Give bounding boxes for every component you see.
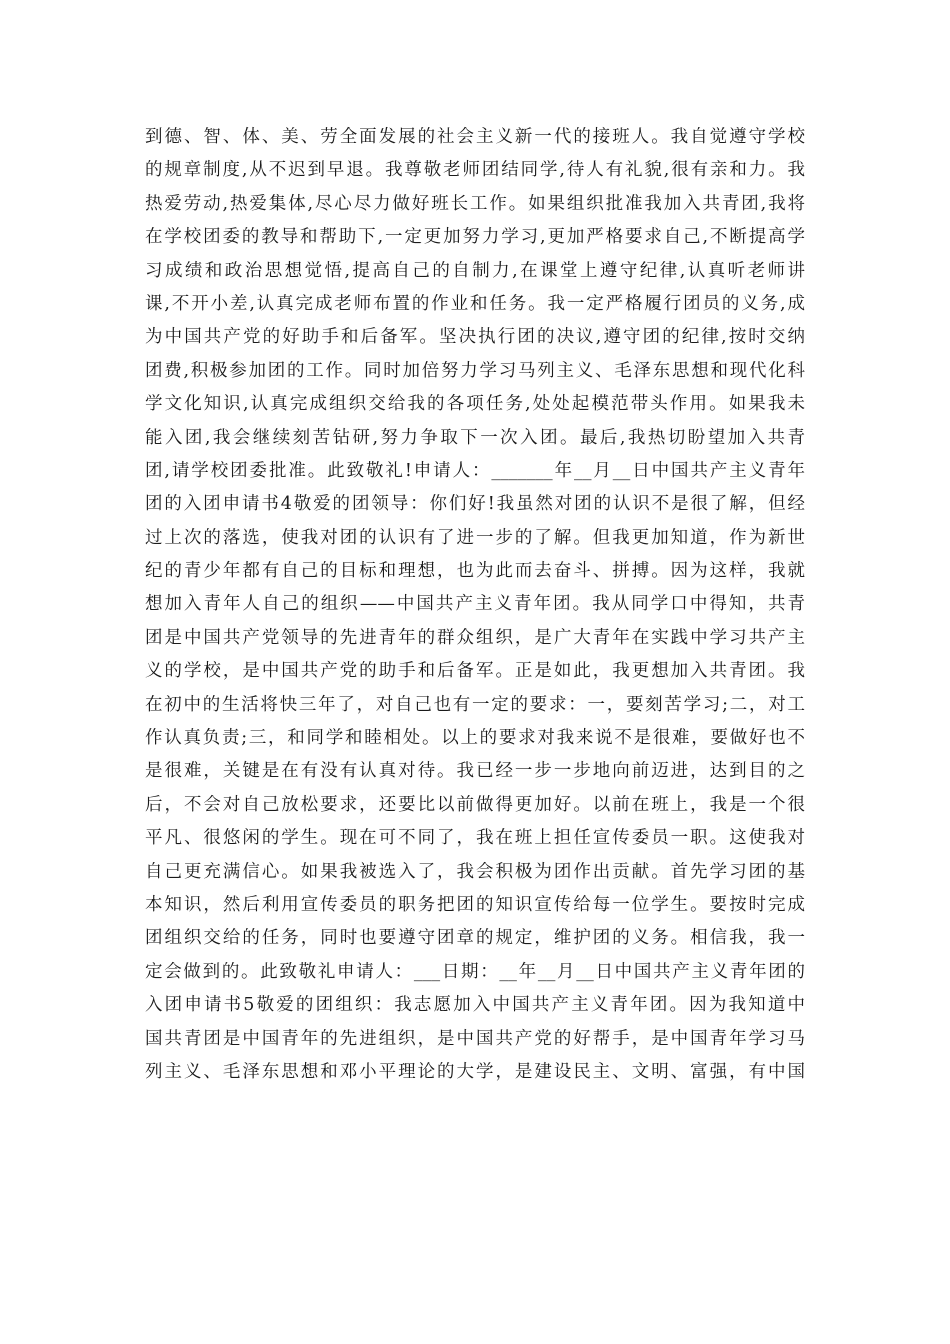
text-line: 习成绩和政治思想觉悟,提高自己的自制力,在课堂上遵守纪律,认真听老师讲 [145, 260, 805, 281]
document-body [145, 121, 805, 1089]
text-line: 的规章制度,从不迟到早退。我尊敬老师团结同学,待人有礼貌,很有亲和力。我 [145, 160, 805, 181]
text-line: 为中国共产党的好助手和后备军。坚决执行团的决议,遵守团的纪律,按时交纳 [145, 327, 805, 348]
text-line: 团是中国共产党领导的先进青年的群众组织，是广大青年在实践中学习共产主 [145, 627, 805, 648]
text-line: 入团申请书5敬爱的团组织：我志愿加入中国共产主义青年团。因为我知道中 [145, 995, 805, 1016]
text-line: 团的入团申请书4敬爱的团领导：你们好!我虽然对团的认识不是很了解，但经 [145, 494, 805, 515]
text-line: 义的学校，是中国共产党的助手和后备军。正是如此，我更想加入共青团。我 [145, 661, 805, 682]
text-line: 自己更充满信心。如果我被选入了，我会积极为团作出贡献。首先学习团的基 [145, 861, 805, 882]
text-line: 是很难，关键是在有没有认真对待。我已经一步一步地向前迈进，达到目的之 [145, 761, 805, 782]
text-line: 团费,积极参加团的工作。同时加倍努力学习马列主义、毛泽东思想和现代化科 [145, 360, 805, 381]
text-line: 过上次的落选，使我对团的认识有了进一步的了解。但我更加知道，作为新世 [145, 527, 805, 548]
text-line: 团,请学校团委批准。此致敬礼!申请人：_______年__月__日中国共产主义青年 [145, 460, 805, 481]
text-line: 国共青团是中国青年的先进组织，是中国共产党的好帮手，是中国青年学习马 [145, 1028, 805, 1049]
text-line: 在初中的生活将快三年了，对自己也有一定的要求：一，要刻苦学习;二，对工 [145, 694, 805, 715]
text-line: 课,不开小差,认真完成老师布置的作业和任务。我一定严格履行团员的义务,成 [145, 293, 805, 314]
text-line: 团组织交给的任务，同时也要遵守团章的规定，维护团的义务。相信我，我一 [145, 928, 805, 949]
text-line: 后，不会对自己放松要求，还要比以前做得更加好。以前在班上，我是一个很 [145, 794, 805, 815]
text-line: 到德、智、体、美、劳全面发展的社会主义新一代的接班人。我自觉遵守学校 [145, 127, 805, 147]
text-line: 热爱劳动,热爱集体,尽心尽力做好班长工作。如果组织批准我加入共青团,我将 [145, 193, 805, 214]
text-line: 作认真负责;三，和同学和睦相处。以上的要求对我来说不是很难，要做好也不 [145, 728, 805, 749]
text-line: 在学校团委的教导和帮助下,一定更加努力学习,更加严格要求自己,不断提高学 [145, 227, 805, 248]
text-line: 定会做到的。此致敬礼申请人：___日期：__年__月__日中国共产主义青年团的 [145, 961, 805, 982]
text-line: 想加入青年人自己的组织——中国共产主义青年团。我从同学口中得知，共青 [145, 594, 805, 615]
text-line: 列主义、毛泽东思想和邓小平理论的大学，是建设民主、文明、富强，有中国 [145, 1061, 805, 1082]
text-line: 本知识，然后利用宣传委员的职务把团的知识宣传给每一位学生。要按时完成 [145, 894, 805, 915]
text-line: 学文化知识,认真完成组织交给我的各项任务,处处起模范带头作用。如果我未 [145, 394, 805, 415]
text-line: 纪的青少年都有自己的目标和理想，也为此而去奋斗、拼搏。因为这样，我就 [145, 561, 805, 582]
text-line: 平凡、很悠闲的学生。现在可不同了，我在班上担任宣传委员一职。这使我对 [145, 828, 805, 849]
text-line: 能入团,我会继续刻苦钻研,努力争取下一次入团。最后,我热切盼望加入共青 [145, 427, 805, 448]
